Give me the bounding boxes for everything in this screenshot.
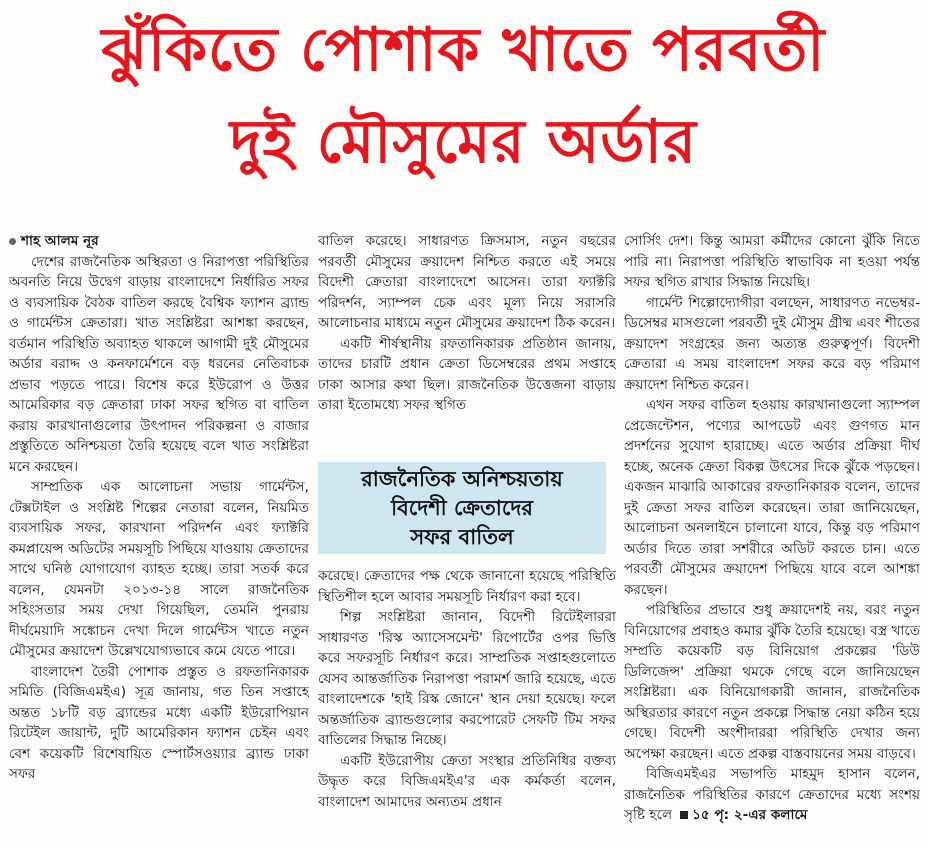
article-column-2-bottom: [318, 566, 616, 843]
subheadline-line-2: বিদেশী ক্রেতাদের: [391, 495, 533, 520]
byline: [9, 231, 309, 252]
paragraph: এখন সফর বাতিল হওয়ায় কারখানাগুলো স্যাম্পল প্রেজেন্টেশন, পণ্যের আপডেট এবং গুণগত মান প্রদর্শনের সুযোগ হারাচ্ছে। এতে অর্ডার প্রক্রিয়া দীর্ঘ হচ্ছে, অনেক ক্রেতা বিকল্প উৎসের দিকে ঝুঁকে পড়ছেন। একজন মাঝারি আকারের রফতানিকারক বলেন, তাদের দুই ক্রেতা সফর বাতিল করেছেন। তারা জানিয়েছেন, আলোচনা অনলাইনে চালানো যাবে, কিন্তু বড় পরিমাণ অর্ডার দিতে তারা সশরীরে অডিট করতে চান। এতে পরবর্তী মৌসুমের ক্রয়াদেশ পিছিয়ে যাবে বলে আশঙ্কা করছেন।: [624, 397, 920, 598]
continuation-text: ১৫ পৃ: ২-এর কলামে: [692, 807, 808, 823]
square-bullet-icon: [680, 811, 688, 819]
paragraph: [624, 764, 920, 826]
bullet-icon: [9, 238, 16, 245]
paragraph: একটি শীর্ষস্থানীয় রফতানিকারক প্রতিষ্ঠান জানায়, তাদের চারটি প্রধান ক্রেতা ডিসেম্বরের প্রথম সপ্তাহে ঢাকা আসার কথা ছিল। রাজনৈতিক উত্তেজনা বাড়ায় তারা ইতোমধ্যে সফর স্থগিত: [318, 335, 616, 413]
headline-line-2: দুই মৌসুমের অর্ডার: [230, 107, 697, 177]
headline-line-1: ঝুঁকিতে পোশাক খাতে পরবর্তী: [101, 15, 826, 85]
article-column-1: [9, 231, 309, 843]
paragraph: বাতিল করেছে। সাধারণত ক্রিসমাস, নতুন বছরের পরবর্তী মৌসুমের ক্রয়াদেশ নিশ্চিত করতে এই সময়ে বিদেশী ক্রেতারা বাংলাদেশে আসেন। তারা ফ্যাক্টরি পরিদর্শন, স্যাম্পল চেক এবং মূল্য নিয়ে সরাসরি আলোচনার মাধ্যমে নতুন মৌসুমের ক্রয়াদেশ ঠিক করেন।: [318, 233, 616, 331]
paragraph: পরিস্থিতির প্রভাবে শুধু ক্রয়াদেশই নয়, বরং নতুন বিনিয়োগের প্রবাহও কমার ঝুঁকি তৈরি হয়েছে। বস্ত্র খাতে সম্প্রতি কয়েকটি বড় বিনিয়োগ প্রকল্পের 'ডিউ ডিলিজেন্স' প্রক্রিয়া থমকে গেছে বলে জানিয়েছেন সংশ্লিষ্টরা। এক বিনিয়োগকারী জানান, রাজনৈতিক অস্থিরতার কারণে নতুন প্রকল্পে সিদ্ধান্ত নেয়া কঠিন হয়ে গেছে। বিদেশী অংশীদাররা পরিস্থিতি দেখার জন্য অপেক্ষা করছেন। এতে প্রকল্প বাস্তবায়নের সময় বাড়বে।: [624, 602, 920, 762]
paragraph: শিল্প সংশ্লিষ্টরা জানান, বিদেশী রিটেইলাররা সাধারণত 'রিস্ক অ্যাসেসমেন্ট' রিপোর্টের ওপর ভিত্তি করে সফরসূচি নির্ধারণ করে। সাম্প্রতিক সপ্তাহগুলোতে যেসব আন্তর্জাতিক নিরাপত্তা পরামর্শ জারি হয়েছে, এতে বাংলাদেশকে 'হাই রিস্ক জোনে' স্থান দেয়া হয়েছে। ফলে অন্তর্জাতিক ব্র্যান্ডগুলোর করপোরেট সেফটি টিম সফর বাতিলের সিদ্ধান্ত নিচ্ছে।: [318, 609, 616, 748]
paragraph: করেছে। ক্রেতাদের পক্ষ থেকে জানানো হয়েছে পরিস্থিতি স্থিতিশীল হলে আবার সময়সূচি নির্ধারণ করা হবে।: [318, 568, 616, 605]
article-column-3: [624, 231, 920, 843]
paragraph: বাংলাদেশ তৈরী পোশাক প্রস্তুত ও রফতানিকারক সমিতি (বিজিএমইএ) সূত্র জানায়, গত তিন সপ্তাহে অন্তত ১৮টি বড় ব্র্যান্ডের মধ্যে একটি ইউরোপিয়ান রিটেইল জায়ান্ট, দুটি আমেরিকান ফ্যাশন চেইন এবং বেশ কয়েকটি বিশেষায়িত স্পোর্টসওয়্যার ব্র্যান্ড ঢাকা সফর: [9, 663, 309, 782]
article-column-2-top: [318, 231, 616, 459]
byline-author: শাহ আলম নূর: [21, 233, 99, 249]
paragraph: দেশের রাজনৈতিক অস্থিরতা ও নিরাপত্তা পরিস্থিতির অবনতি নিয়ে উদ্বেগ বাড়ায় বাংলাদেশে নির্ধারিত সফর ও ব্যবসায়িক বৈঠক বাতিল করছে বৈশ্বিক ফ্যাশন ব্র্যান্ড ও গার্মেন্টস ক্রেতারা। খাত সংশ্লিষ্টরা আশঙ্কা করছেন, বর্তমান পরিস্থিতি অব্যাহত থাকলে আগামী দুই মৌসুমের অর্ডার বরাদ্দ ও কনফার্মেশনে বড় ধরনের নেতিবাচক প্রভাব পড়তে পারে। বিশেষ করে ইউরোপ ও উত্তর আমেরিকার বড় ক্রেতারা ঢাকা সফর স্থগিত বা বাতিল করায় কারখানাগুলোর উৎপাদন পরিকল্পনা ও বাজার প্রস্তুতিতে অনিশ্চয়তা তৈরি হয়েছে বলে খাত সংশ্লিষ্টরা মনে করছেন।: [9, 253, 309, 475]
subheadline-line-1: রাজনৈতিক অনিশ্চয়তায়: [361, 466, 563, 491]
paragraph: সাম্প্রতিক এক আলোচনা সভায় গার্মেন্টস, টেক্সটাইল ও সংশ্লিষ্ট শিল্পের নেতারা বলেন, নিয়মিত ব্যবসায়িক সফর, কারখানা পরিদর্শন এবং ফ্যাক্টরি কমপ্লায়েন্স অডিটের সময়সূচি পিছিয়ে যাওয়ায় ক্রেতাদের সাথে ঘনিষ্ঠ যোগাযোগ ব্যাহত হচ্ছে। তারা সতর্ক করে বলেন, যেমনটা ২০১৩-১৪ সালে রাজনৈতিক সহিংসতার সময় দেখা গিয়েছিল, তেমনি পুনরায় দীর্ঘমেয়াদি সঙ্কোচন দেখা দিলে গার্মেন্টস খাতে নতুন মৌসুমের ক্রয়াদেশ উল্লেখযোগ্যভাবে কমে যেতে পারে।: [9, 479, 309, 659]
paragraph-text: বিজিএমইএর সভাপতি মাহমুদ হাসান বলেন, রাজনৈতিক পরিস্থিতির কারণে ক্রেতাদের মধ্যে সংশয় সৃষ্টি হলে: [624, 766, 920, 823]
paragraph: গার্মেন্ট শিল্পোদ্যোগীরা বলছেন, সাধারণত নভেম্বর-ডিসেম্বর মাসগুলো পরবর্তী দুই মৌসুম গ্রীষ্ম এবং শীতের ক্রয়াদেশ সংগ্রহের জন্য অত্যন্ত গুরুত্বপূর্ণ। বিদেশী ক্রেতারা এ সময় বাংলাদেশ সফর করে বড় পরিমাণ ক্রয়াদেশ নিশ্চিত করেন।: [624, 294, 920, 393]
paragraph: একটি ইউরোপীয় ক্রেতা সংস্থার প্রতিনিধির বক্তব্য উদ্ধৃত করে বিজিএমইএ'র এক কর্মকর্তা বলেন, বাংলাদেশ আমাদের অন্যতম প্রধান: [318, 752, 616, 810]
subheadline-box: [318, 462, 606, 554]
headline: [0, 4, 927, 188]
paragraph: সোর্সিং দেশ। কিন্তু আমরা কর্মীদের কোনো ঝুঁকি নিতে পারি না। নিরাপত্তা পরিস্থিতি স্বাভাবিক না হওয়া পর্যন্ত সফর স্থগিত রাখার সিদ্ধান্ত নিয়েছি।: [624, 233, 920, 290]
continuation-note: [672, 807, 807, 823]
subheadline-line-3: সফর বাতিল: [410, 524, 514, 549]
